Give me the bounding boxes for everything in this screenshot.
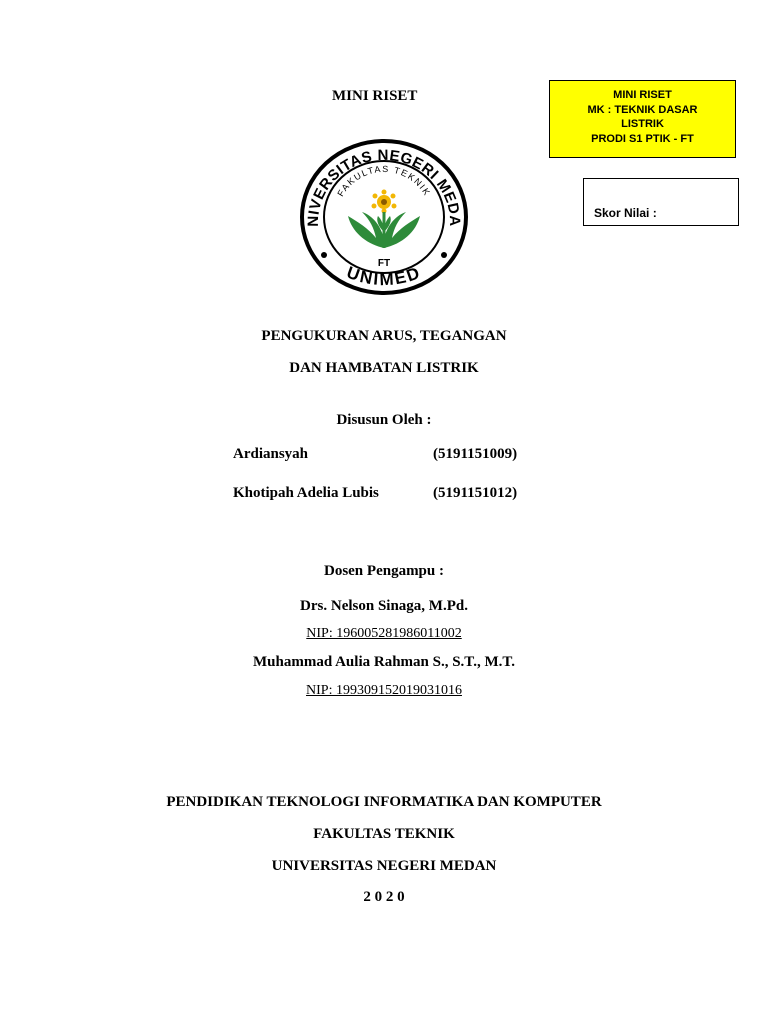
svg-text:FT: FT (377, 258, 391, 269)
program-name: PENDIDIKAN TEKNOLOGI INFORMATIKA DAN KOMPUTER (166, 794, 602, 810)
course-info-box (549, 80, 736, 158)
faculty-name: FAKULTAS TEKNIK (313, 826, 455, 842)
svg-text:UNIVERSITAS NEGERI MEDAN: NIVERSITAS NEGERI MEDA (304, 146, 464, 227)
score-label: Skor Nilai : (594, 206, 657, 220)
year: 2 0 2 0 (363, 889, 405, 905)
course-box-line: MK : TEKNIK DASAR (587, 103, 698, 116)
page-title: MINI RISET (332, 88, 418, 104)
lecturer-name: Muhammad Aulia Rahman S., S.T., M.T. (253, 654, 515, 670)
unimed-seal-icon (296, 136, 472, 298)
report-title-line2: DAN HAMBATAN LISTRIK (289, 360, 479, 376)
author-name: Ardiansyah (233, 446, 309, 462)
course-box-line: PRODI S1 PTIK - FT (591, 132, 694, 145)
lecturer-nip: NIP: 196005281986011002 (306, 626, 462, 641)
svg-text:FAKULTAS TEKNIK: FAKULTAS TEKNIK (335, 163, 433, 199)
lecturers-heading: Dosen Pengampu : (323, 563, 444, 579)
course-box-line: LISTRIK (621, 118, 664, 130)
university-logo (296, 136, 472, 298)
course-box-line: MINI RISET (613, 89, 672, 101)
author-id: (5191151009) (433, 446, 518, 462)
score-box (583, 178, 739, 226)
authors-heading: Disusun Oleh : (336, 412, 432, 428)
lecturer-name: Drs. Nelson Sinaga, M.Pd. (300, 598, 468, 614)
author-id: (5191151012) (433, 485, 518, 501)
university-name: UNIVERSITAS NEGERI MEDAN (271, 858, 497, 874)
svg-text:UNIMED: UNIMED (344, 262, 424, 290)
author-name: Khotipah Adelia Lubis (233, 485, 379, 501)
report-title-line1: PENGUKURAN ARUS, TEGANGAN (261, 328, 507, 344)
lecturer-nip: NIP: 199309152019031016 (306, 683, 462, 698)
